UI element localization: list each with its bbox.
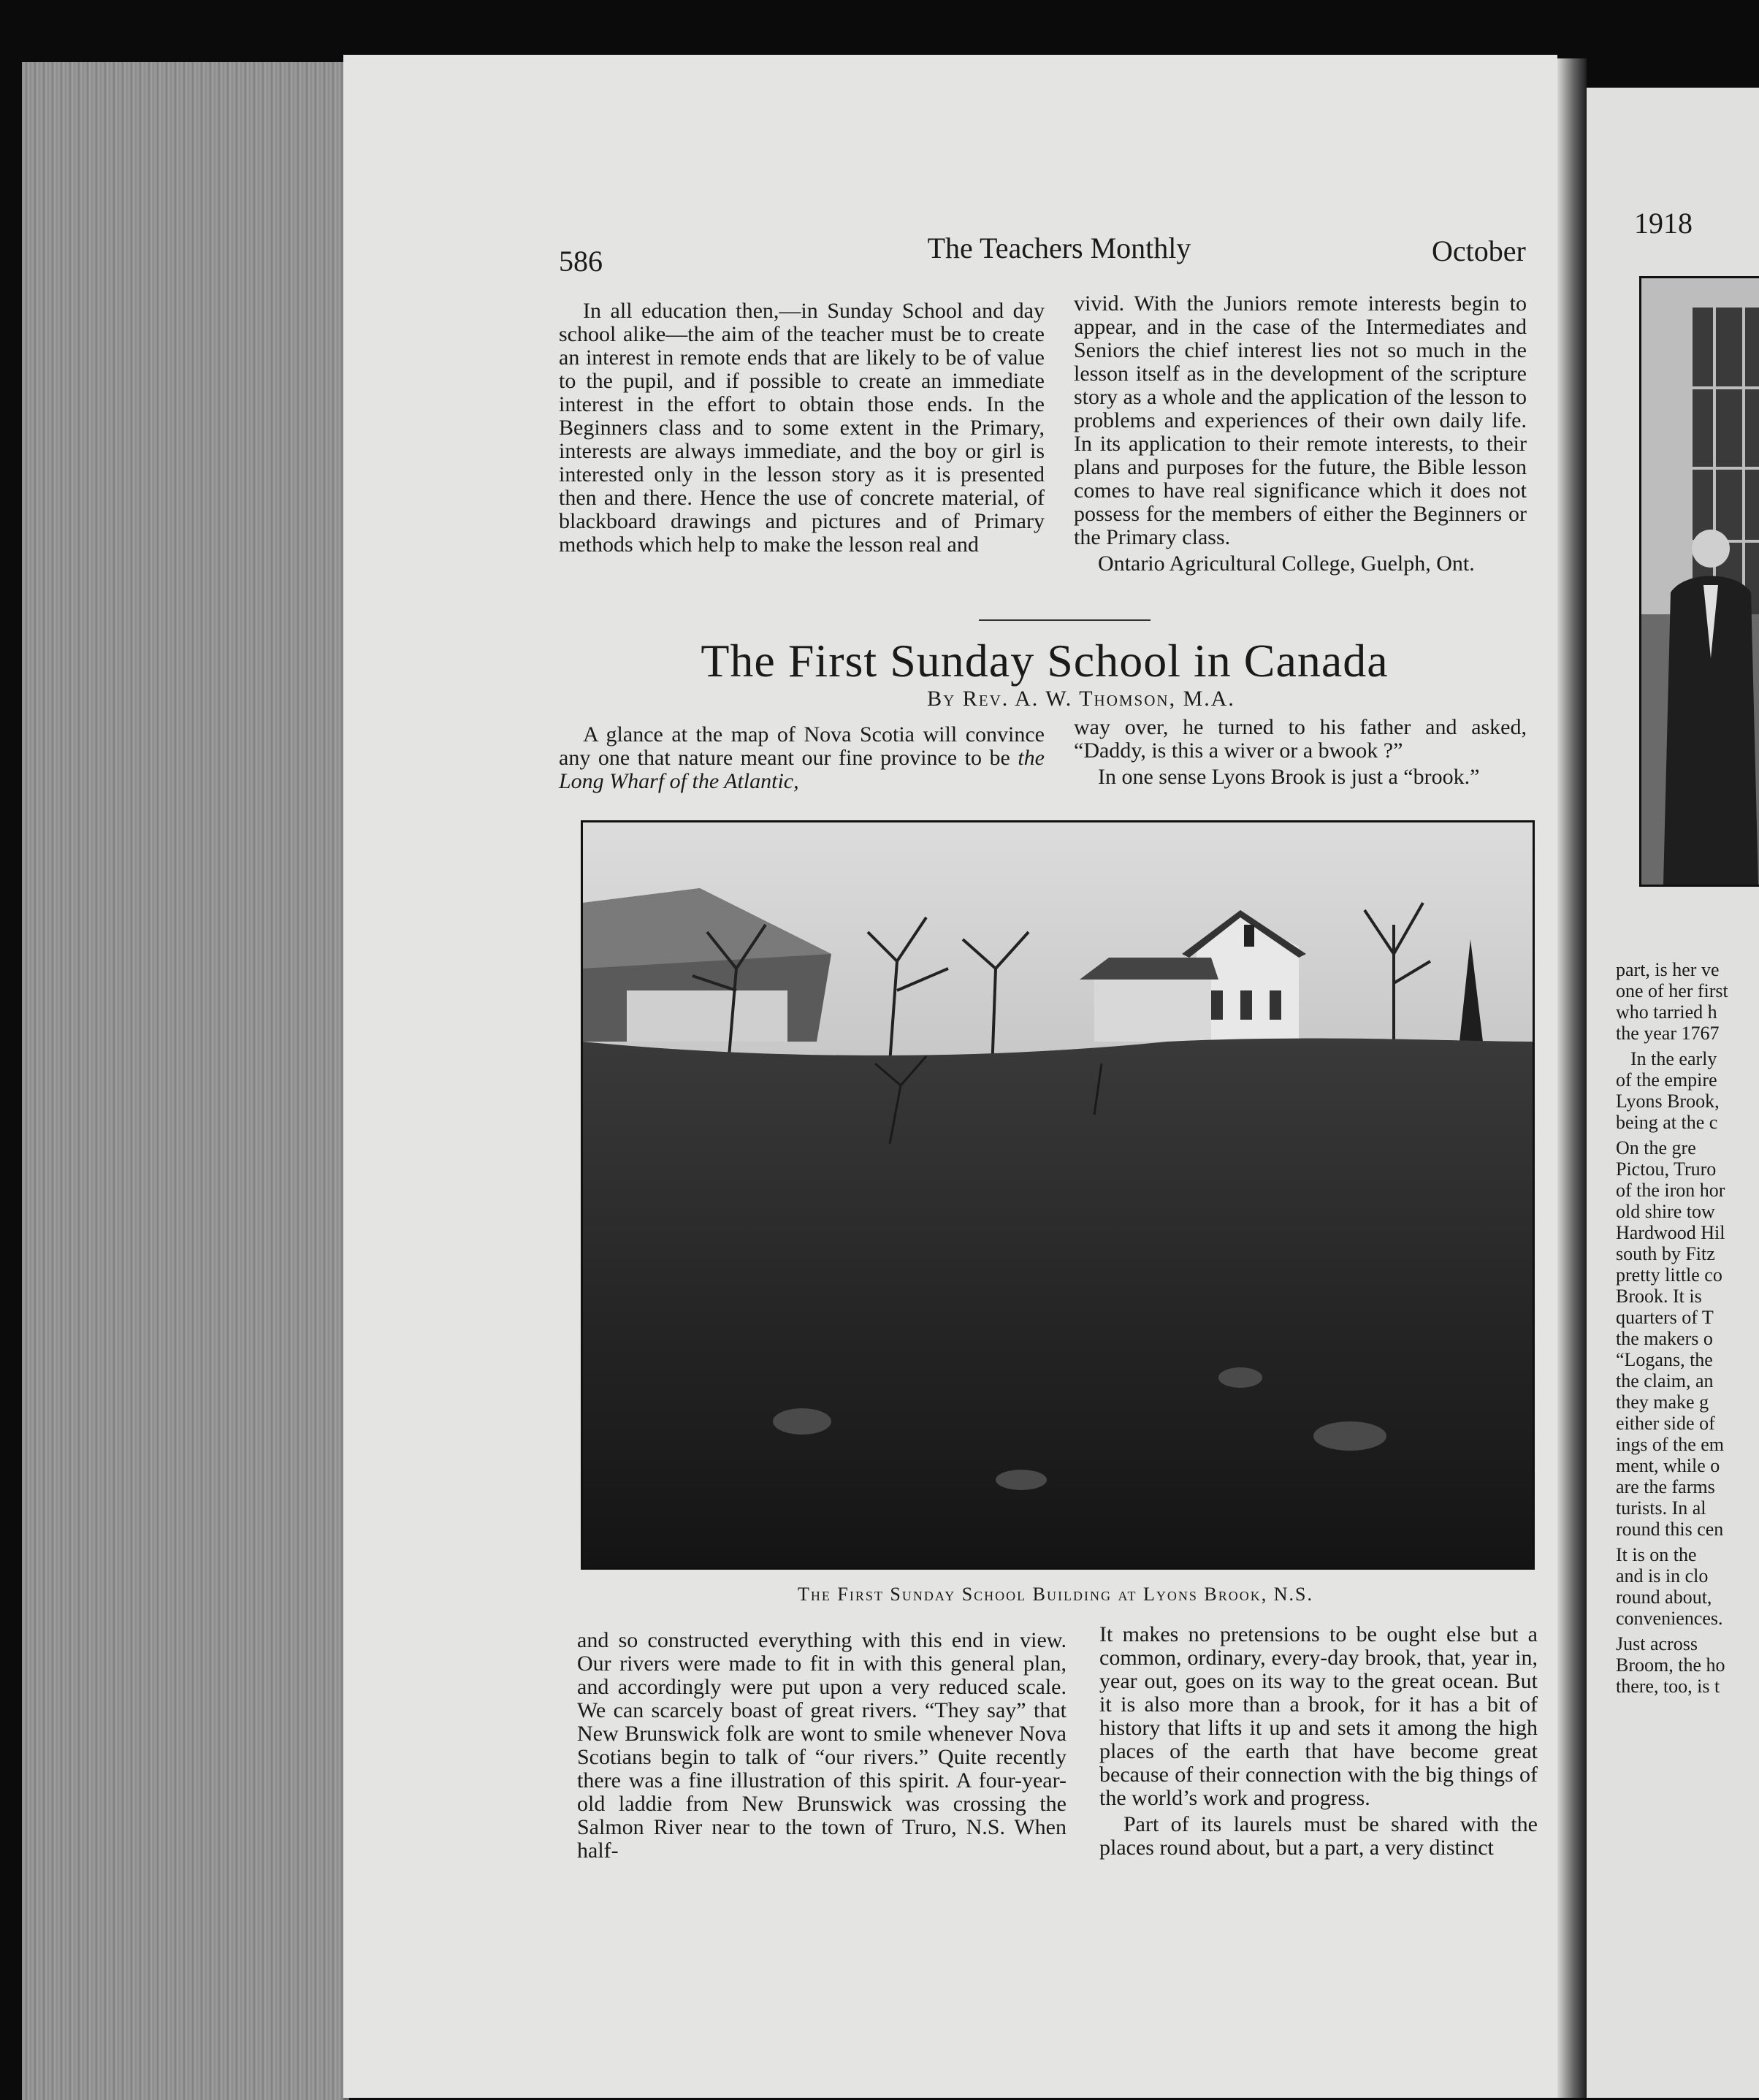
facing-line: On the gre <box>1616 1137 1696 1158</box>
facing-line: conveniences. <box>1616 1608 1723 1629</box>
facing-page-text <box>1616 959 1759 1701</box>
facing-line: either side of <box>1616 1413 1715 1434</box>
facing-line: the year 1767 <box>1616 1023 1720 1044</box>
book-gutter <box>1557 58 1587 2098</box>
intro-left-italic: the Long Wharf of the Atlantic, <box>559 746 1045 793</box>
running-title: The Teachers Monthly <box>927 232 1191 264</box>
page-number: 586 <box>559 245 603 278</box>
intro-left-column <box>559 723 1045 796</box>
facing-line: one of her first <box>1616 980 1728 1001</box>
photograph-image <box>583 822 1533 1568</box>
facing-line: Hardwood Hil <box>1616 1222 1725 1243</box>
facing-page-year: 1918 <box>1634 207 1693 240</box>
facing-line: ings of the em <box>1616 1434 1725 1455</box>
facing-line: In the early <box>1630 1048 1717 1069</box>
photo-caption: The First Sunday School Building at Lyons Brook, N.S. <box>798 1584 1313 1605</box>
bottom-left-column <box>577 1629 1067 1866</box>
facing-page <box>1587 88 1759 2098</box>
article-byline: By Rev. A. W. Thomson, M.A. <box>927 687 1235 711</box>
intro-right-paragraph-1: way over, he turned to his father and asked, “Daddy, is this a wiver or a bwook ?” <box>1074 715 1527 763</box>
facing-line: being at the c <box>1616 1112 1718 1133</box>
facing-line: “Logans, the <box>1616 1349 1713 1370</box>
facing-line: ment, while o <box>1616 1455 1720 1476</box>
facing-paragraph <box>1616 1633 1759 1697</box>
facing-line: round this cen <box>1616 1519 1724 1540</box>
facing-paragraph <box>1616 1048 1759 1133</box>
facing-line: Lyons Brook, <box>1616 1091 1720 1112</box>
facing-line: Just across <box>1616 1633 1698 1654</box>
top-right-paragraph: vivid. With the Juniors remote interests begin to appear, and in the case of the Intermediates and Seniors the chief interest lies not so much in the lesson itself as in the development of the scripture story as a whole and the application of the lesson to problems and experiences of their own daily life. In its application to their remote interests, to their plans and purposes for the future, the Bible lesson comes to have real significance which it does not possess for the members of either the Beginners or the Primary class. <box>1074 291 1527 549</box>
facing-line: pretty little co <box>1616 1264 1722 1286</box>
facing-line: part, is her ve <box>1616 959 1720 980</box>
facing-line: the makers o <box>1616 1328 1713 1349</box>
intro-right-paragraph-2: In one sense Lyons Brook is just a “brook.” <box>1098 765 1480 789</box>
bottom-left-paragraph: and so constructed everything with this end in view. Our rivers were made to fit in with this general plan, and accordingly were put upon a very reduced scale. We can scarcely boast of great rivers. “They say” that New Brunswick folk are wont to smile whenever Nova Scotians begin to talk of “our rivers.” Quite recently there was a fine illustration of this spirit. A four-year-old laddie from New Brunswick was crossing the Salmon River near to the town of Truro, N.S. When half- <box>577 1628 1067 1863</box>
intro-right-column <box>1074 716 1527 792</box>
facing-line: the claim, an <box>1616 1370 1714 1391</box>
facing-line: round about, <box>1616 1587 1712 1608</box>
facing-line: there, too, is t <box>1616 1676 1720 1697</box>
section-divider <box>979 619 1151 621</box>
facing-line: quarters of T <box>1616 1307 1714 1328</box>
book-page-edges <box>22 62 349 2100</box>
facing-line: of the empire <box>1616 1069 1717 1091</box>
facing-line: of the iron hor <box>1616 1180 1725 1201</box>
intro-left-text: A glance at the map of Nova Scotia will convince any one that nature meant our fine province to be <box>559 722 1045 770</box>
facing-line: they make g <box>1616 1391 1709 1413</box>
facing-photograph-image <box>1641 278 1759 885</box>
schoolhouse-photograph <box>581 820 1535 1570</box>
facing-line: turists. In al <box>1616 1497 1706 1519</box>
facing-line: are the farms <box>1616 1476 1715 1497</box>
author-affiliation: Ontario Agricultural College, Guelph, Ont. <box>1098 551 1475 576</box>
facing-line: and is in clo <box>1616 1565 1709 1587</box>
top-left-column <box>559 299 1045 560</box>
top-left-paragraph: In all education then,—in Sunday School and day school alike—the aim of the teacher must be to create an interest in remote ends that are likely to be of value to the pupil, and if possible to create an immediate interest in the effort to obtain those ends. In the Beginners class and to some extent in the Primary, interests are always immediate, and the boy or girl is interested only in the lesson story as it is presented then and there. Hence the use of concrete material, of blackboard drawings and pictures and of Primary methods which help to make the lesson real and <box>559 299 1045 557</box>
facing-line: Pictou, Truro <box>1616 1158 1717 1180</box>
facing-line: Broom, the ho <box>1616 1654 1725 1676</box>
bottom-right-paragraph-1: It makes no pretensions to be ought else but a common, ordinary, every-day brook, that, year in, year out, goes on its way to the great ocean. But it is also more than a brook, for it has a bit of history that lifts it up and sets it among the high places of the earth that have become great because of their connection with the big things of the world’s work and progress. <box>1099 1622 1538 1810</box>
facing-paragraph <box>1616 1544 1759 1629</box>
facing-line: who tarried h <box>1616 1001 1717 1023</box>
facing-paragraph <box>1616 959 1759 1044</box>
facing-line: south by Fitz <box>1616 1243 1715 1264</box>
facing-page-photograph <box>1639 276 1759 887</box>
facing-line: It is on the <box>1616 1544 1697 1565</box>
bottom-right-paragraph-2: Part of its laurels must be shared with the places round about, but a part, a very distinct <box>1099 1812 1538 1860</box>
facing-line: old shire tow <box>1616 1201 1715 1222</box>
top-right-column <box>1074 292 1527 579</box>
facing-line: Brook. It is <box>1616 1286 1702 1307</box>
facing-paragraph <box>1616 1137 1759 1540</box>
bottom-right-column <box>1099 1623 1538 1863</box>
article-title: The First Sunday School in Canada <box>701 635 1389 687</box>
running-month: October <box>1432 234 1526 267</box>
